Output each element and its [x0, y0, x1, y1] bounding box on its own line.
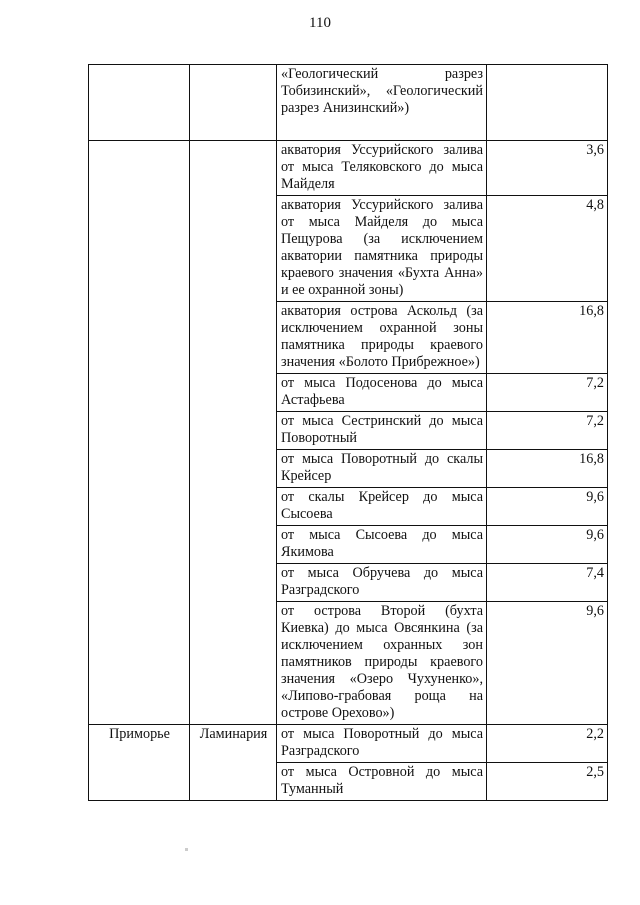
- resource-cell: [190, 65, 277, 141]
- area-cell: от мыса Обручева до мыса Разградского: [277, 564, 487, 602]
- value-cell: [487, 65, 608, 141]
- fishing-area-table: [88, 64, 608, 801]
- area-cell: акватория Уссурийского залива от мыса Теляковского до мыса Майделя: [277, 141, 487, 196]
- area-cell: акватория острова Аскольд (за исключением охранной зоны памятника природы краевого значения «Болото Прибрежное»): [277, 302, 487, 374]
- value-cell: 9,6: [487, 526, 608, 564]
- area-cell: от мыса Сестринский до мыса Поворотный: [277, 412, 487, 450]
- resource-cell: Ламинария: [190, 725, 277, 801]
- scan-speck: [185, 848, 188, 851]
- value-cell: 16,8: [487, 450, 608, 488]
- resource-cell: [190, 141, 277, 725]
- region-cell: Приморье: [89, 725, 190, 801]
- area-cell: от мыса Поворотный до мыса Разградского: [277, 725, 487, 763]
- value-cell: 7,2: [487, 374, 608, 412]
- value-cell: 2,5: [487, 763, 608, 801]
- value-cell: 7,2: [487, 412, 608, 450]
- value-cell: 7,4: [487, 564, 608, 602]
- value-cell: 9,6: [487, 602, 608, 725]
- area-cell: от острова Второй (бухта Киевка) до мыса Овсянкина (за исключением охранных зон памятников природы краевого значения «Озеро Чухуненко», «Липово-грабовая роща на острове Орехово»): [277, 602, 487, 725]
- area-cell: акватория Уссурийского залива от мыса Майделя до мыса Пещурова (за исключением акватории памятника природы краевого значения «Бухта Анна» и ее охранной зоны): [277, 196, 487, 302]
- value-cell: 3,6: [487, 141, 608, 196]
- region-cell: [89, 141, 190, 725]
- area-cell: от мыса Подосенова до мыса Астафьева: [277, 374, 487, 412]
- page-number: 110: [309, 15, 331, 31]
- value-cell: 4,8: [487, 196, 608, 302]
- value-cell: 2,2: [487, 725, 608, 763]
- area-cell: от скалы Крейсер до мыса Сысоева: [277, 488, 487, 526]
- area-cell: от мыса Сысоева до мыса Якимова: [277, 526, 487, 564]
- area-cell: от мыса Островной до мыса Туманный: [277, 763, 487, 801]
- value-cell: 16,8: [487, 302, 608, 374]
- area-cell: «Геологический разрез Тобизинский», «Геологический разрез Анизинский»): [277, 65, 487, 141]
- table-row: [89, 141, 608, 196]
- area-cell: от мыса Поворотный до скалы Крейсер: [277, 450, 487, 488]
- value-cell: 9,6: [487, 488, 608, 526]
- table-row: [89, 725, 608, 763]
- region-cell: [89, 65, 190, 141]
- table-row: [89, 65, 608, 141]
